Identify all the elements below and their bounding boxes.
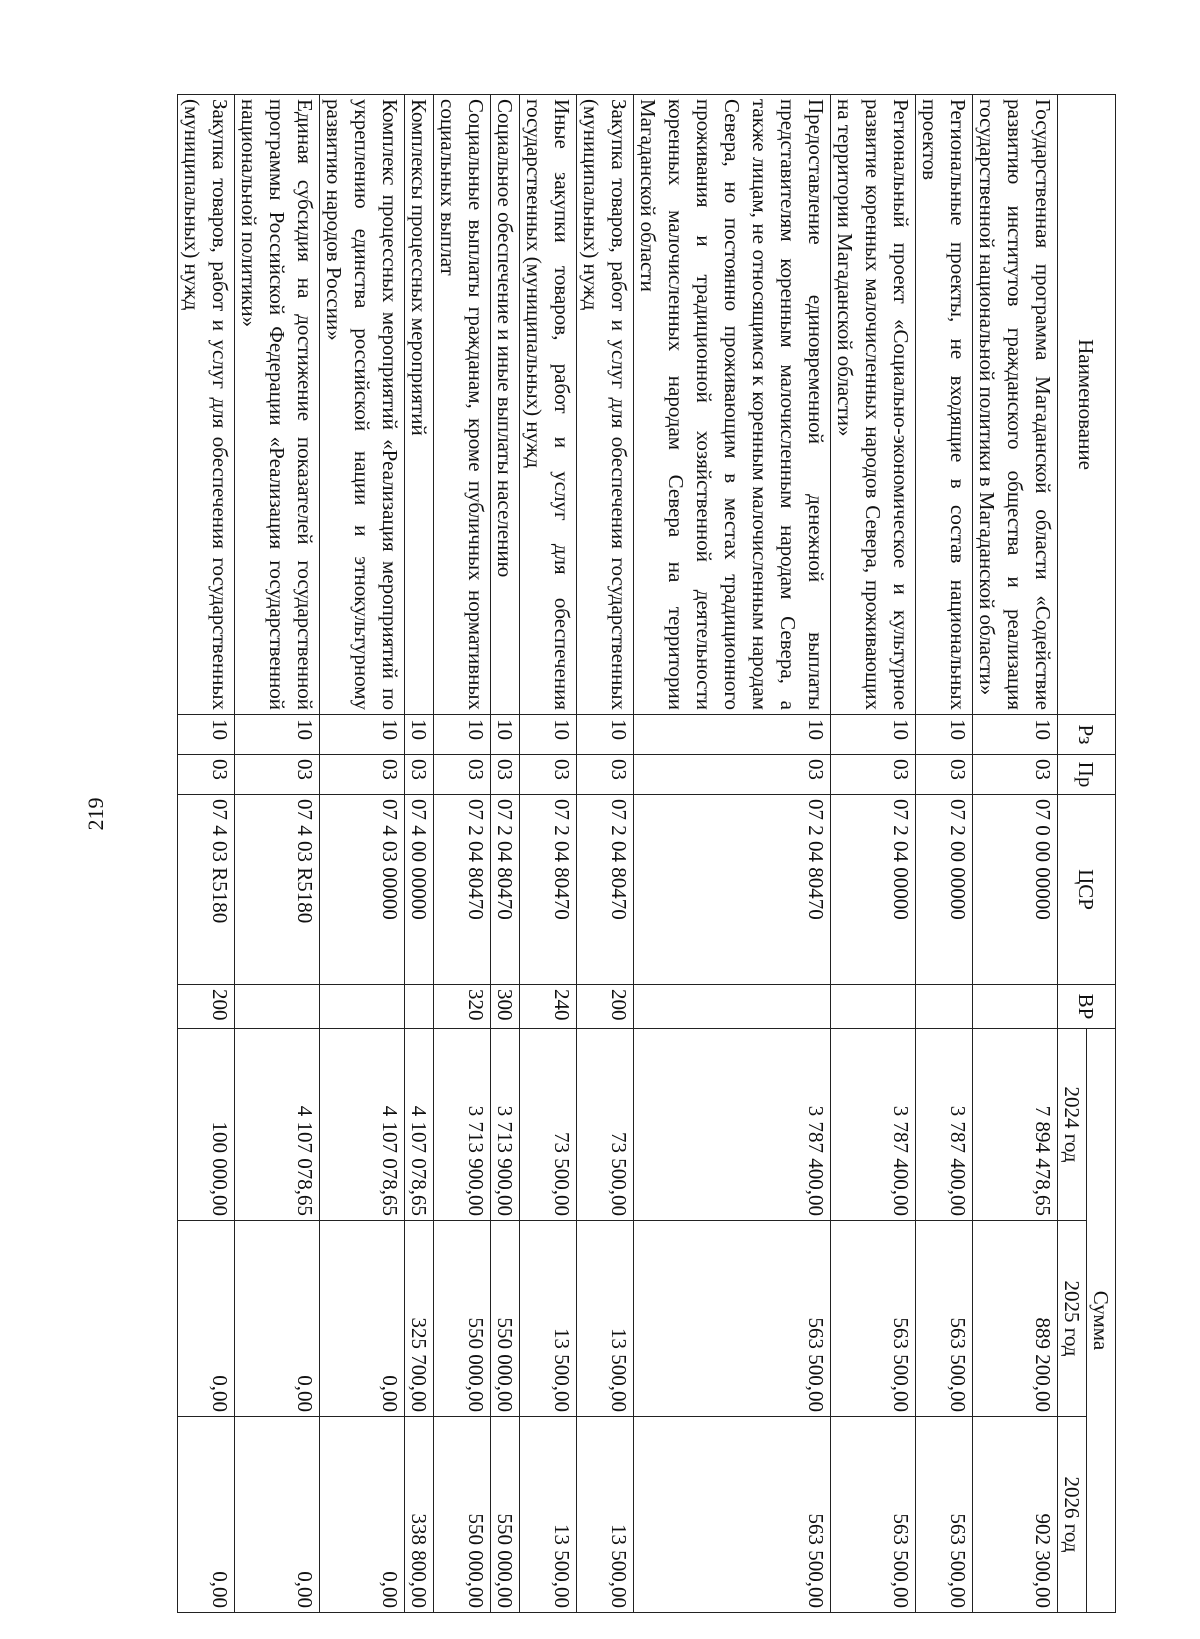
cell-pr: 03 (973, 755, 1058, 795)
cell-rz: 10 (434, 715, 491, 755)
cell-vr: 200 (577, 985, 634, 1029)
cell-2024: 73 500,00 (520, 1029, 577, 1221)
cell-csr: 07 2 04 80470 (491, 795, 520, 985)
cell-vr: 300 (491, 985, 520, 1029)
header-2024: 2024 год (1058, 1029, 1087, 1221)
table-row (491, 95, 520, 1613)
cell-2024: 3 713 900,00 (434, 1029, 491, 1221)
cell-csr: 07 4 03 00000 (320, 795, 405, 985)
cell-2024: 3 787 400,00 (916, 1029, 973, 1221)
header-row-top (1087, 95, 1116, 1613)
cell-2024: 100 000,00 (178, 1029, 235, 1221)
cell-2024: 3 787 400,00 (634, 1029, 831, 1221)
cell-2026: 13 500,00 (577, 1417, 634, 1613)
cell-2026: 13 500,00 (520, 1417, 577, 1613)
table-row (831, 95, 916, 1613)
cell-rz: 10 (634, 715, 831, 755)
cell-csr: 07 2 04 80470 (634, 795, 831, 985)
page-number: 219 (83, 797, 108, 831)
header-name: Наименование (1058, 95, 1116, 715)
cell-2024: 73 500,00 (577, 1029, 634, 1221)
cell-rz: 10 (520, 715, 577, 755)
cell-pr: 03 (320, 755, 405, 795)
cell-2026: 563 500,00 (831, 1417, 916, 1613)
cell-rz: 10 (916, 715, 973, 755)
cell-2026: 0,00 (235, 1417, 320, 1613)
cell-rz: 10 (320, 715, 405, 755)
cell-2025: 0,00 (178, 1221, 235, 1417)
cell-pr: 03 (916, 755, 973, 795)
cell-pr: 03 (491, 755, 520, 795)
cell-csr: 07 2 04 00000 (831, 795, 916, 985)
cell-csr: 07 2 04 80470 (577, 795, 634, 985)
cell-name: Комплексы процессных мероприятий (405, 95, 434, 715)
header-rz: Рз (1058, 715, 1116, 755)
header-2025: 2025 год (1058, 1221, 1087, 1417)
cell-2026: 0,00 (178, 1417, 235, 1613)
cell-2024: 3 713 900,00 (491, 1029, 520, 1221)
cell-pr: 03 (831, 755, 916, 795)
cell-vr (634, 985, 831, 1029)
cell-2025: 13 500,00 (520, 1221, 577, 1417)
cell-vr (831, 985, 916, 1029)
cell-2024: 3 787 400,00 (831, 1029, 916, 1221)
cell-name: Социальное обеспечение и иные выплаты населению (491, 95, 520, 715)
cell-pr: 03 (235, 755, 320, 795)
cell-name: Закупка товаров, работ и услуг для обеспечения государственных (муниципальных) нужд (178, 95, 235, 715)
cell-name: Социальные выплаты гражданам, кроме публичных нормативных социальных выплат (434, 95, 491, 715)
table-row (235, 95, 320, 1613)
cell-name: Региональные проекты, не входящие в состав национальных проектов (916, 95, 973, 715)
cell-rz: 10 (973, 715, 1058, 755)
cell-vr (973, 985, 1058, 1029)
cell-name: Комплекс процессных мероприятий «Реализация мероприятий по укреплению единства российской нации и этнокультурному развитию народов России» (320, 95, 405, 715)
cell-pr: 03 (520, 755, 577, 795)
cell-rz: 10 (491, 715, 520, 755)
cell-rz: 10 (178, 715, 235, 755)
table-row (634, 95, 831, 1613)
table-row (577, 95, 634, 1613)
cell-2026: 563 500,00 (634, 1417, 831, 1613)
cell-vr: 320 (434, 985, 491, 1029)
cell-pr: 03 (178, 755, 235, 795)
cell-csr: 07 2 04 80470 (520, 795, 577, 985)
cell-name: Единая субсидия на достижение показателей государственной программы Российской Федерации «Реализация государственной национальной политики» (235, 95, 320, 715)
cell-vr (235, 985, 320, 1029)
cell-vr: 240 (520, 985, 577, 1029)
cell-2026: 902 300,00 (973, 1417, 1058, 1613)
header-pr: Пр (1058, 755, 1116, 795)
cell-vr (916, 985, 973, 1029)
cell-csr: 07 2 00 00000 (916, 795, 973, 985)
cell-rz: 10 (405, 715, 434, 755)
cell-vr (320, 985, 405, 1029)
cell-2025: 325 700,00 (405, 1221, 434, 1417)
cell-2025: 0,00 (320, 1221, 405, 1417)
cell-rz: 10 (831, 715, 916, 755)
cell-vr: 200 (178, 985, 235, 1029)
cell-2026: 563 500,00 (916, 1417, 973, 1613)
cell-name: Закупка товаров, работ и услуг для обеспечения государственных (муниципальных) нужд (577, 95, 634, 715)
cell-2025: 13 500,00 (577, 1221, 634, 1417)
cell-csr: 07 4 00 00000 (405, 795, 434, 985)
cell-2026: 0,00 (320, 1417, 405, 1613)
cell-pr: 03 (577, 755, 634, 795)
cell-pr: 03 (434, 755, 491, 795)
cell-2024: 4 107 078,65 (320, 1029, 405, 1221)
cell-name: Региональный проект «Социально-экономическое и культурное развитие коренных малочисленных народов Севера, проживающих на территории Магаданской области» (831, 95, 916, 715)
cell-2025: 563 500,00 (634, 1221, 831, 1417)
cell-2024: 4 107 078,65 (405, 1029, 434, 1221)
cell-2025: 0,00 (235, 1221, 320, 1417)
table-row (178, 95, 235, 1613)
header-vr: ВР (1058, 985, 1116, 1029)
cell-rz: 10 (577, 715, 634, 755)
cell-2025: 563 500,00 (831, 1221, 916, 1417)
cell-name: Иные закупки товаров, работ и услуг для обеспечения государственных (муниципальных) нужд (520, 95, 577, 715)
cell-2025: 550 000,00 (434, 1221, 491, 1417)
budget-table (177, 94, 1116, 1613)
cell-csr: 07 4 03 R5180 (235, 795, 320, 985)
cell-2026: 338 800,00 (405, 1417, 434, 1613)
cell-csr: 07 0 00 00000 (973, 795, 1058, 985)
cell-name: Государственная программа Магаданской области «Содействие развитию институтов гражданского общества и реализация государственной национальной политики в Магаданской области» (973, 95, 1058, 715)
cell-pr: 03 (634, 755, 831, 795)
table-row (405, 95, 434, 1613)
cell-2024: 7 894 478,65 (973, 1029, 1058, 1221)
header-sum: Сумма (1087, 1029, 1116, 1613)
table-row (916, 95, 973, 1613)
cell-2025: 563 500,00 (916, 1221, 973, 1417)
table-row (520, 95, 577, 1613)
header-csr: ЦСР (1058, 795, 1116, 985)
table-body (178, 95, 1058, 1613)
cell-2026: 550 000,00 (491, 1417, 520, 1613)
cell-csr: 07 4 03 R5180 (178, 795, 235, 985)
cell-pr: 03 (405, 755, 434, 795)
cell-2024: 4 107 078,65 (235, 1029, 320, 1221)
table-row (320, 95, 405, 1613)
cell-name: Предоставление единовременной денежной выплаты представителям коренным малочисленным народам Севера, а также лицам, не относящимся к коренным малочисленным народам Севера, но постоянно проживающим в местах традиционного проживания и традиционной хозяйственной деятельности коренных малочисленных народам Севера на территории Магаданской области (634, 95, 831, 715)
cell-csr: 07 2 04 80470 (434, 795, 491, 985)
cell-2026: 550 000,00 (434, 1417, 491, 1613)
header-2026: 2026 год (1058, 1417, 1087, 1613)
table-row (434, 95, 491, 1613)
cell-vr (405, 985, 434, 1029)
cell-rz: 10 (235, 715, 320, 755)
rotated-table-wrapper (176, 94, 1116, 1612)
table-row (973, 95, 1058, 1613)
cell-2025: 550 000,00 (491, 1221, 520, 1417)
cell-2025: 889 200,00 (973, 1221, 1058, 1417)
